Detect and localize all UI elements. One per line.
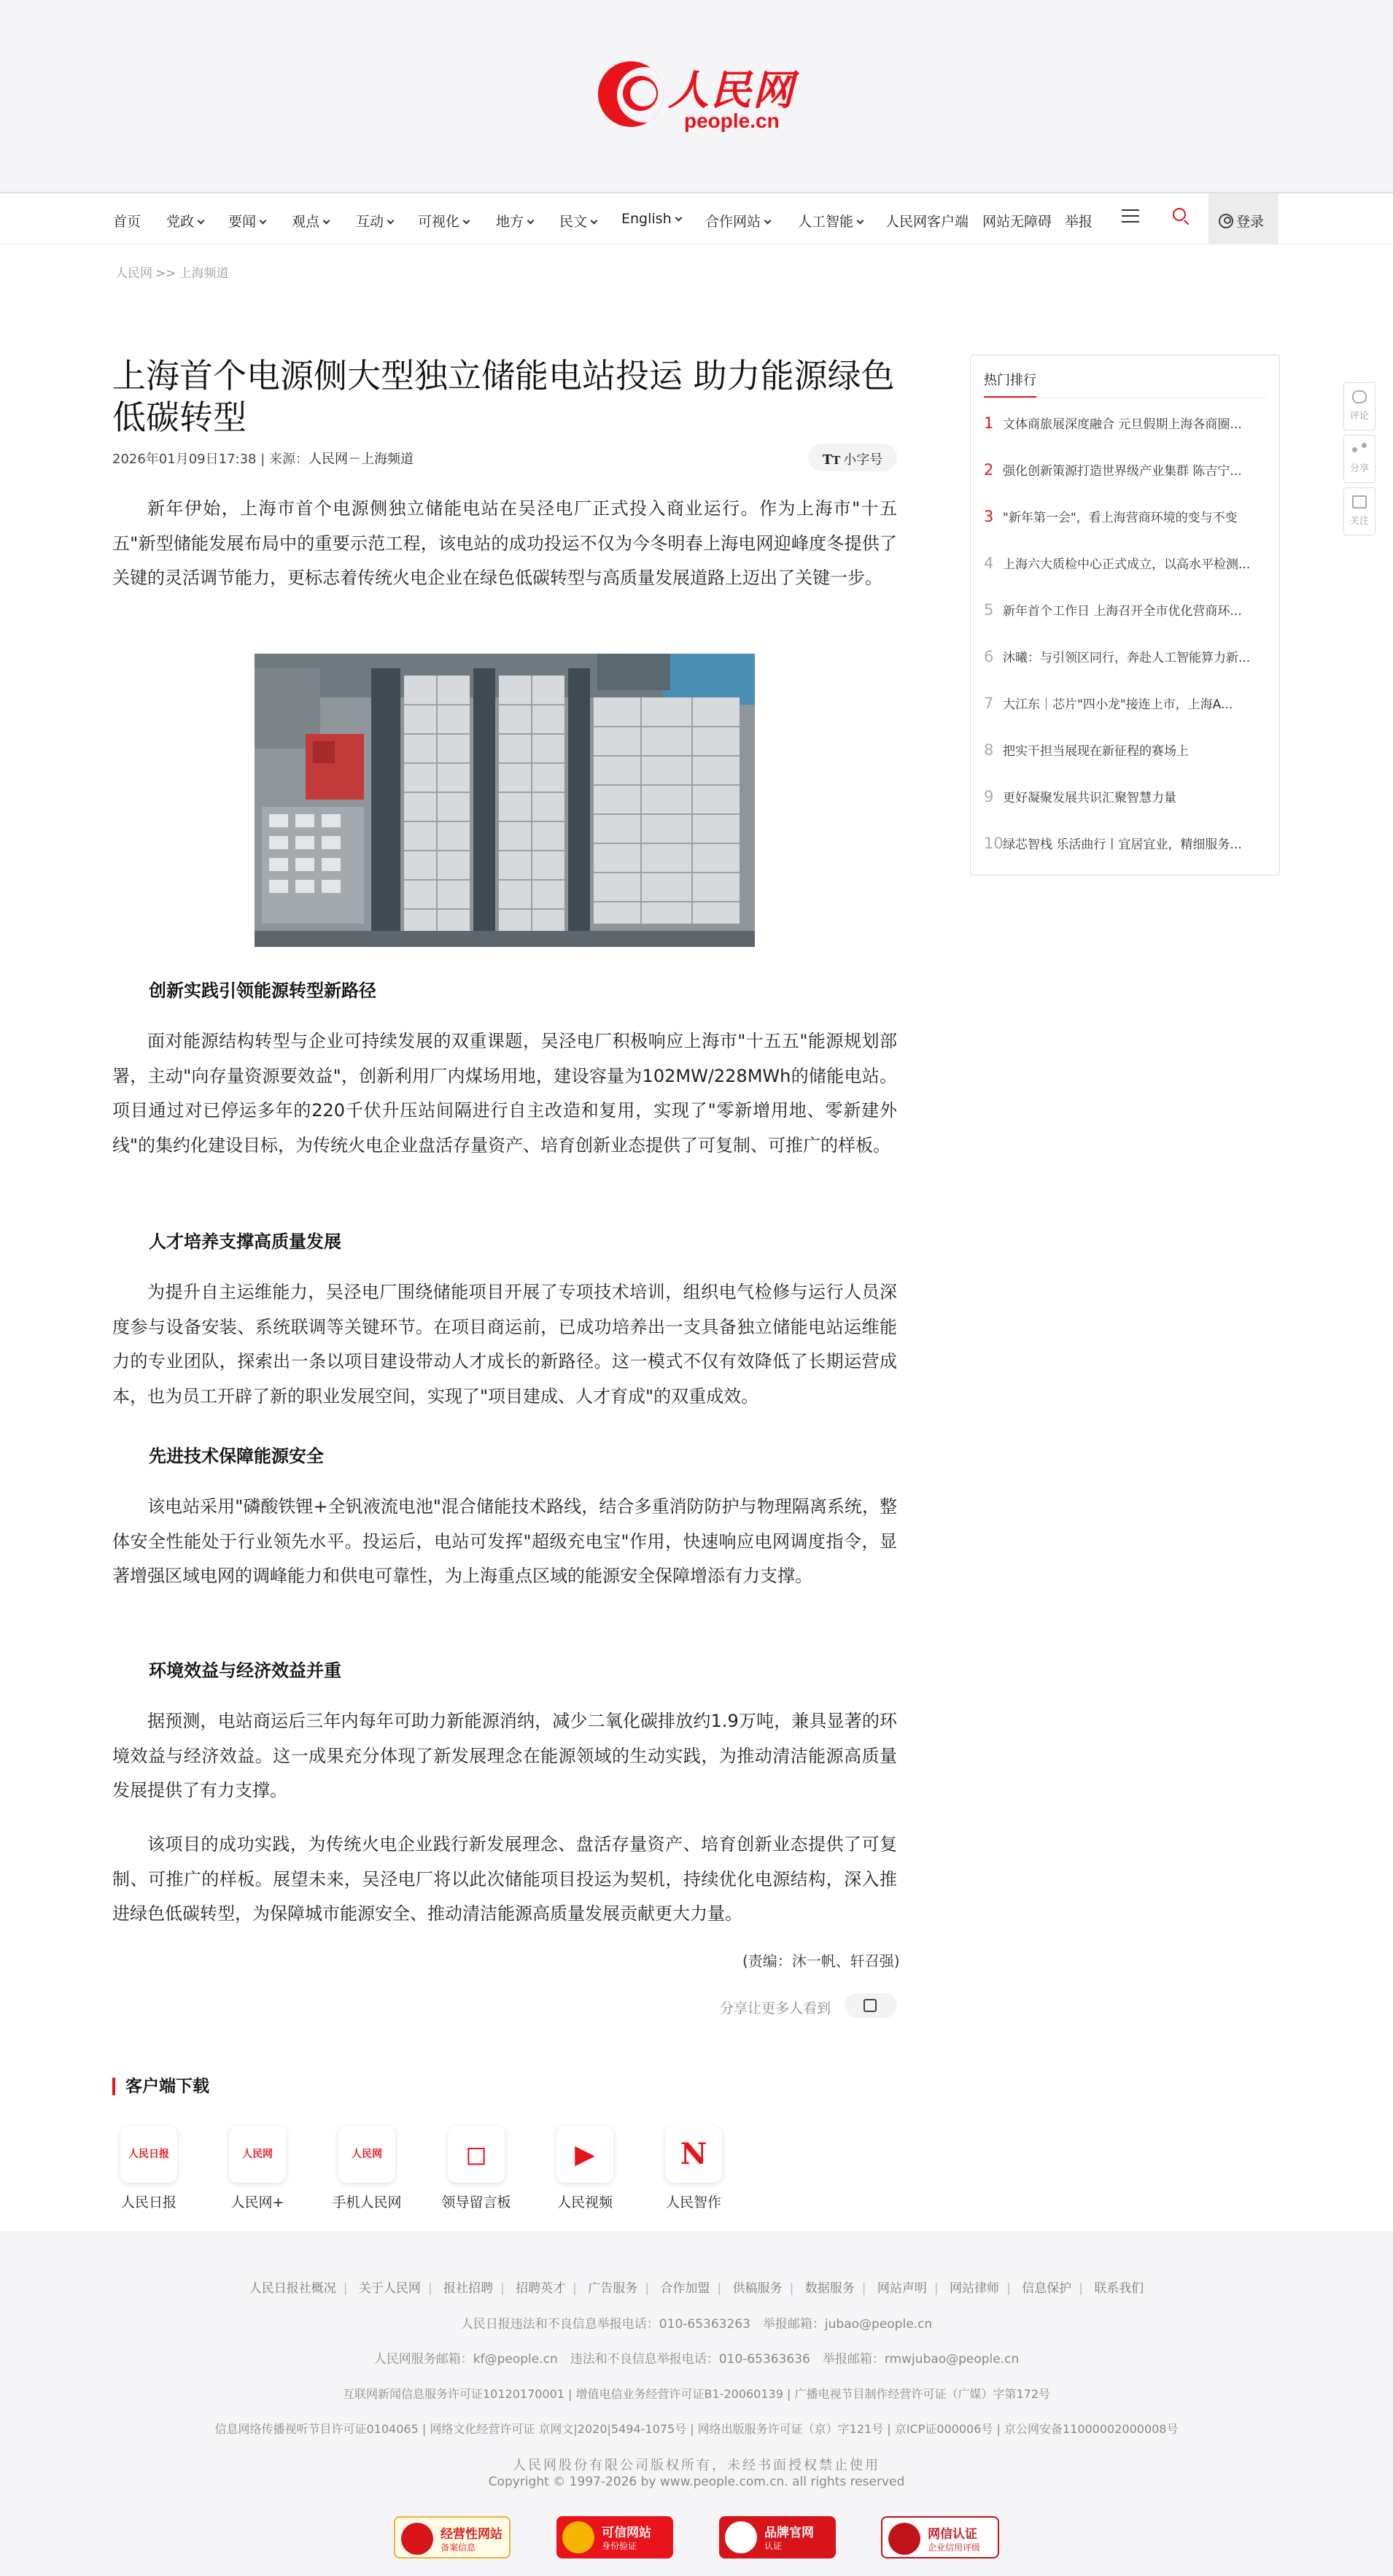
top-banner: [0, 0, 1393, 192]
nav-item-interact[interactable]: [356, 211, 393, 231]
badge-title: 经营性网站: [441, 2527, 503, 2542]
share-prompt: 分享让更多人看到: [720, 2000, 831, 2016]
article-editor: (责编：沐一帆、轩召强): [742, 1952, 900, 1970]
people-logo[interactable]: [598, 57, 795, 137]
footer-license-line: 信息网络传播视听节目许可证0104065 | 网络文化经营许可证 京网文|2020|5494-1075号 | 网络出版服务许可证（京）字121号 | 京ICP证000006号 | 京公网安备11000002000008号: [214, 2422, 1179, 2436]
comment-label: 评论: [1349, 411, 1369, 422]
section-heading: 先进技术保障能源安全: [149, 1446, 324, 1466]
footer-links: 人民日报社概况 | 关于人民网 | 报社招聘 | 招聘英才 | 广告服务 | 合作加盟 | 供稿服务 | 数据服务 | 网站声明 | 网站律师 | 信息保护 | 联系我们: [249, 2281, 1144, 2296]
download-label: 人民日报: [120, 2194, 176, 2211]
logo-domain: people.cn: [684, 109, 780, 132]
message-board-icon: ◻: [448, 2126, 505, 2183]
section-heading: 环境效益与经济效益并重: [149, 1660, 341, 1681]
nav-item-news[interactable]: [228, 211, 265, 231]
hot-item[interactable]: [984, 460, 1272, 490]
footer-link[interactable]: 网站律师: [949, 2281, 999, 2296]
article-intro: 新年伊始，上海市首个电源侧独立储能电站在吴泾电厂正式投入商业运行。作为上海市"十五五"新型储能发展布局中的重要示范工程，该电站的成功投运不仅为今冬明春上海电网迎峰度冬提供了关键的灵活调节能力，更标志着传统火电企业在绿色低碳转型与高质量发展道路上迈出了关键一步。: [112, 498, 897, 588]
hot-rank: 9: [984, 788, 994, 805]
section-paragraph: 据预测，电站商运后三年内每年可助力新能源消纳，减少二氧化碳排放约1.9万吨，兼具显著的环境效益与经济效益。这一成果充分体现了新发展理念在能源领域的生动实践，为推动清洁能源高质量发展提供了有力支撑。: [112, 1711, 897, 1801]
logo-mark-icon: [598, 61, 664, 127]
nav-label: 民文: [559, 214, 588, 230]
download-label: 领导留言板: [441, 2194, 511, 2211]
article-photo: [255, 654, 755, 947]
nav-item-opinion[interactable]: [292, 211, 329, 231]
hot-title: 新年首个工作日 上海召开全市优化营商环...: [1003, 604, 1242, 619]
nav-label: 地方: [496, 214, 524, 230]
nav-item-minwen[interactable]: [559, 211, 597, 231]
download-video[interactable]: [541, 2126, 629, 2211]
energy-storage-station-image: [255, 654, 755, 947]
download-label: 人民网+: [230, 2194, 284, 2211]
nav-label: 举报: [1065, 214, 1093, 230]
breadcrumb-home[interactable]: 人民网: [115, 266, 152, 281]
comment-icon: [1352, 390, 1367, 403]
share-external-icon: [864, 1999, 877, 2012]
hot-rank: 1: [984, 414, 994, 432]
share-button[interactable]: [845, 1993, 897, 2018]
section-heading: 创新实践引领能源转型新路径: [149, 980, 376, 1001]
hot-item[interactable]: [984, 787, 1272, 816]
footer-link[interactable]: 供稿服务: [732, 2281, 783, 2296]
hot-item[interactable]: [984, 554, 1272, 583]
badge-emblem-icon: [401, 2523, 433, 2555]
badge-title: 可信网站: [602, 2526, 651, 2540]
badge-sub: 认证: [764, 2541, 783, 2551]
chevron-down-icon: [527, 217, 535, 225]
people-plus-icon: 人民网: [229, 2126, 286, 2183]
download-mobile-people[interactable]: [323, 2126, 411, 2211]
article-meta: 2026年01月09日17:38 | 来源：人民网－上海频道: [112, 452, 414, 467]
breadcrumb-separator: >>: [155, 266, 176, 281]
copyright-en: Copyright © 1997-2026 by www.people.com.cn. all rights reserved: [488, 2475, 905, 2489]
footer-link[interactable]: 关于人民网: [358, 2281, 421, 2296]
hot-item[interactable]: [984, 507, 1272, 536]
follow-button[interactable]: [1343, 487, 1375, 535]
footer-link[interactable]: 联系我们: [1094, 2281, 1144, 2296]
section-paragraph: 面对能源结构转型与企业可持续发展的双重课题，吴泾电厂积极响应上海市"十五五"能源规划部署，主动"向存量资源要效益"，创新利用厂内煤场用地，建设容量为102MW/228MWh的储能电站。项目通过对已停运多年的220千伏升压站间隔进行自主改造和复用，实现了"零新增用地、零新建外线"的集约化建设目标，为传统火电企业盘活存量资产、培育创新业态提供了可复制、可推广的样板。: [112, 1031, 897, 1156]
hot-item[interactable]: [984, 834, 1272, 863]
breadcrumb-channel[interactable]: 上海频道: [179, 266, 229, 281]
nav-label: 人工智能: [798, 214, 854, 230]
chevron-down-icon: [198, 217, 205, 225]
section-paragraph: 该电站采用"磷酸铁锂+全钒液流电池"混合储能技术路线，结合多重消防防护与物理隔离系统，整体安全性能处于行业领先水平。投运后，电站可发挥"超级充电宝"作用，快速响应电网调度指令，显著增强区域电网的调峰能力和供电可靠性，为上海重点区域的能源安全保障增添有力支撑。: [112, 1496, 897, 1586]
source-label: 来源：: [269, 452, 309, 467]
search-icon[interactable]: [1173, 208, 1190, 225]
footer-report-line: 人民网服务邮箱：kf@people.cn 违法和不良信息举报电话：010-65363636 举报邮箱：rmwjubao@people.cn: [373, 2352, 1020, 2367]
comment-button[interactable]: [1343, 382, 1375, 430]
font-size-label: 小字号: [843, 452, 883, 468]
nav-item-english[interactable]: [621, 211, 681, 227]
section-paragraph: 为提升自主运维能力，吴泾电厂围绕储能项目开展了专项技术培训，组织电气检修与运行人员深度参与设备安装、系统联调等关键环节。在项目商运前，已成功培养出一支具备独立储能电站运维能力的专业团队，探索出一条以项目建设带动人才成长的新路径。这一模式不仅有效降低了长期运营成本，也为员工开辟了新的职业发展空间，实现了"项目建成、人才育成"的双重成效。: [112, 1282, 897, 1407]
download-zhizuo[interactable]: [650, 2126, 737, 2211]
hot-title: 大江东｜芯片"四小龙"接连上市，上海A...: [1003, 697, 1233, 712]
mobile-people-icon: 人民网: [338, 2126, 395, 2183]
video-play-icon: ▶: [556, 2126, 613, 2183]
hot-item[interactable]: [984, 647, 1272, 676]
nav-label: 网站无障碍: [982, 214, 1052, 230]
chevron-down-icon: [260, 217, 267, 225]
nav-item-partner[interactable]: [705, 211, 770, 231]
badge-emblem-icon: [562, 2521, 594, 2553]
nav-item-report[interactable]: [1065, 211, 1093, 231]
hot-item[interactable]: [984, 600, 1272, 630]
chevron-down-icon: [463, 217, 470, 225]
badge-sub: 企业信用评级: [928, 2542, 981, 2553]
footer-report-line: 人民日报违法和不良信息举报电话：010-65363263 举报邮箱：jubao@people.cn: [460, 2317, 933, 2332]
article-title: 上海首个电源侧大型独立储能电站投运 助力能源绿色低碳转型: [112, 355, 895, 437]
download-label: 手机人民网: [332, 2194, 402, 2211]
font-size-button[interactable]: [808, 444, 897, 471]
chevron-down-icon: [675, 214, 682, 222]
nav-item-ai[interactable]: [798, 211, 863, 231]
hot-item[interactable]: [984, 694, 1272, 723]
chevron-down-icon: [387, 217, 395, 225]
main-nav: [0, 192, 1393, 244]
logo-name: 人民网: [668, 66, 795, 115]
footer-link[interactable]: 合作加盟: [660, 2281, 710, 2296]
login-button[interactable]: [1208, 193, 1278, 244]
nav-item-accessibility[interactable]: [982, 211, 1052, 231]
download-label: 人民视频: [556, 2194, 613, 2211]
hot-rank: 6: [984, 648, 994, 665]
nav-item-visual[interactable]: [418, 211, 469, 231]
people-daily-icon: 人民日报: [120, 2126, 177, 2183]
badge-icp[interactable]: [394, 2516, 511, 2558]
badge-cac-cert[interactable]: [881, 2516, 999, 2558]
hot-ranking-panel: [970, 355, 1280, 875]
download-people-plus[interactable]: [214, 2126, 301, 2211]
nav-label: 首页: [113, 214, 141, 230]
download-people-daily[interactable]: [105, 2126, 193, 2211]
badge-emblem-icon: [888, 2523, 920, 2555]
hot-title: 把实干担当展现在新征程的赛场上: [1003, 744, 1189, 759]
downloads-heading: 客户端下载: [112, 2078, 209, 2095]
chevron-down-icon: [857, 217, 864, 225]
nav-label: 互动: [356, 214, 384, 230]
hot-item[interactable]: [984, 740, 1272, 770]
hot-rank: 7: [984, 695, 994, 712]
footer-link[interactable]: 网站声明: [877, 2281, 927, 2296]
nav-label: 合作网站: [705, 214, 761, 230]
chevron-down-icon: [764, 217, 772, 225]
badge-title: 网信认证: [928, 2527, 977, 2542]
badge-title: 品牌官网: [764, 2526, 814, 2540]
copyright-cn: 人民网股份有限公司版权所有，未经书面授权禁止使用: [513, 2458, 880, 2473]
hot-rank: 10: [984, 835, 1004, 852]
nav-label: 党政: [166, 214, 195, 230]
hot-title: 沐曦：与引领区同行，奔赴人工智能算力新...: [1003, 651, 1251, 665]
nav-label: 观点: [292, 214, 320, 230]
share-icon: [1352, 443, 1367, 456]
footer-link[interactable]: 信息保护: [1022, 2281, 1072, 2296]
hot-rank: 3: [984, 508, 994, 525]
hot-title: 强化创新策源打造世界级产业集群 陈吉宁...: [1003, 464, 1242, 479]
footer-link[interactable]: 数据服务: [804, 2281, 855, 2296]
follow-label: 关注: [1349, 516, 1369, 527]
footer-link[interactable]: 广告服务: [588, 2281, 638, 2296]
nav-label: 可视化: [418, 214, 460, 230]
hot-ranking-title: 热门排行: [984, 370, 1036, 398]
breadcrumb: [115, 263, 232, 281]
hot-rank: 4: [984, 554, 994, 572]
follow-icon: [1352, 495, 1367, 508]
menu-icon[interactable]: [1122, 209, 1139, 224]
badge-brand-site[interactable]: [719, 2516, 836, 2558]
nav-label: 人民网客户端: [885, 214, 969, 230]
article-conclusion: 该项目的成功实践，为传统火电企业践行新发展理念、盘活存量资产、培育创新业态提供了可复制、可推广的样板。展望未来，吴泾电厂将以此次储能项目投运为契机，持续优化电源结构，深入推进绿色低碳转型，为保障城市能源安全、推动清洁能源高质量发展贡献更大力量。: [112, 1834, 897, 1924]
badge-emblem-icon: [725, 2521, 757, 2553]
nav-label: English: [621, 211, 672, 227]
hot-item[interactable]: [984, 414, 1272, 443]
share-side-button[interactable]: [1343, 435, 1375, 483]
footer-license-line: 互联网新闻信息服务许可证10120170001 | 增值电信业务经营许可证B1-20060139 | 广播电视节目制作经营许可证（广媒）字第172号: [342, 2387, 1050, 2401]
share-label: 分享: [1349, 463, 1369, 474]
footer-link[interactable]: 人民日报社概况: [249, 2281, 336, 2296]
section-heading: 人才培养支撑高质量发展: [149, 1231, 341, 1252]
side-toolbar: [1343, 382, 1375, 540]
hot-title: 绿芯智栈 乐活曲行丨宜居宜业，精细服务...: [1003, 838, 1242, 852]
publish-date: 2026年01月09日17:38: [112, 452, 257, 467]
badge-trusted-site[interactable]: [556, 2516, 673, 2558]
hot-title: 更好凝聚发展共识汇聚智慧力量: [1003, 791, 1176, 805]
footer: [0, 2231, 1393, 2576]
nav-item-local[interactable]: [496, 211, 533, 231]
nav-item-app[interactable]: [885, 211, 969, 231]
hot-rank: 5: [984, 601, 994, 619]
download-message-board[interactable]: [432, 2126, 520, 2211]
nav-item-home[interactable]: [113, 211, 141, 231]
hot-title: 文体商旅展深度融合 元旦假期上海各商圈...: [1003, 417, 1242, 432]
chevron-down-icon: [591, 217, 598, 225]
login-label: 登录: [1236, 214, 1265, 230]
footer-link[interactable]: 报社招聘: [443, 2281, 493, 2296]
chevron-down-icon: [323, 217, 330, 225]
hot-rank: 2: [984, 461, 994, 479]
download-label: 人民智作: [665, 2194, 721, 2211]
nav-label: 要闻: [228, 214, 257, 230]
hot-title: "新年第一会"，看上海营商环境的变与不变: [1003, 511, 1238, 525]
footer-link[interactable]: 招聘英才: [516, 2281, 566, 2296]
nav-item-party[interactable]: [166, 211, 203, 231]
user-icon: [1219, 214, 1233, 228]
badge-sub: 备案信息: [441, 2542, 476, 2553]
source-link[interactable]: 人民网－上海频道: [309, 452, 414, 467]
hot-title: 上海六大质检中心正式成立，以高水平检测...: [1003, 557, 1251, 572]
font-size-icon: TT: [822, 452, 841, 468]
zhizuo-icon: N: [665, 2126, 722, 2183]
hot-rank: 8: [984, 741, 994, 759]
badge-sub: 身份验证: [602, 2541, 637, 2551]
